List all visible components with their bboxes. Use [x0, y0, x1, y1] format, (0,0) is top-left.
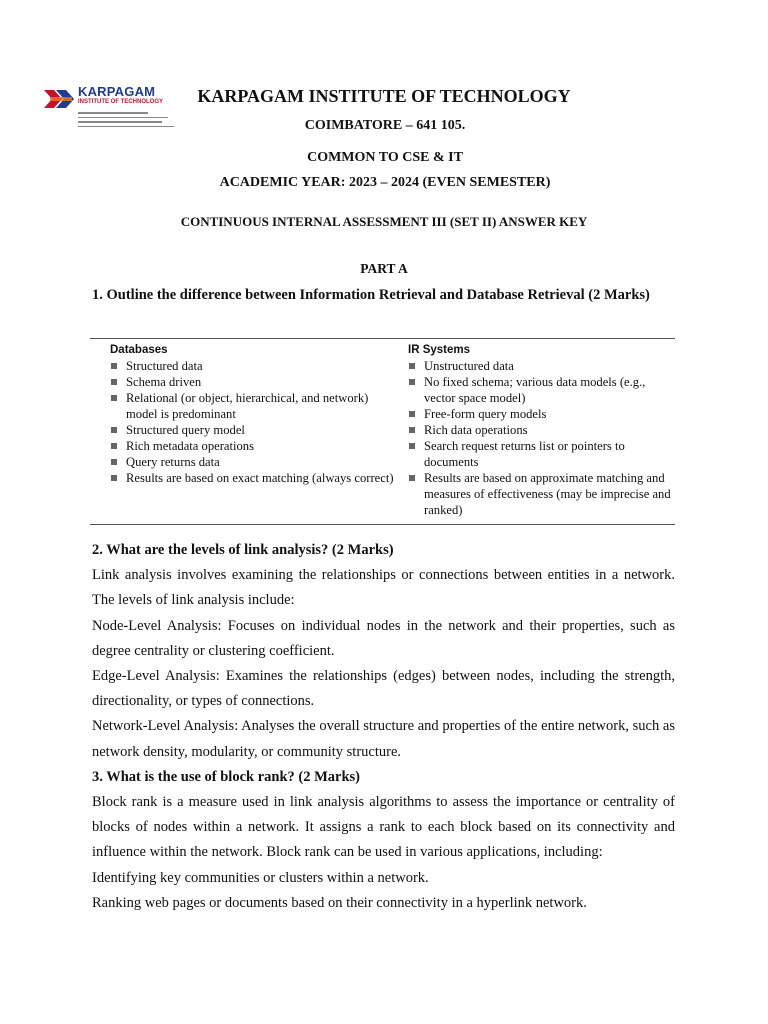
square-bullet-icon	[409, 443, 415, 449]
question-2: 2. What are the levels of link analysis? (2 Marks)	[92, 542, 394, 558]
table-item-text: Relational (or object, hierarchical, and network) model is predominant	[126, 391, 369, 421]
table-item-text: No fixed schema; various data models (e.g., vector space model)	[424, 375, 646, 405]
table-item-text: Unstructured data	[424, 359, 514, 373]
square-bullet-icon	[111, 427, 117, 433]
databases-list	[110, 358, 395, 486]
table-item-text: Results are based on exact matching (always correct)	[126, 471, 394, 485]
ir-systems-column	[408, 344, 673, 518]
table-list-item	[110, 390, 395, 422]
table-list-item	[110, 374, 395, 390]
table-item-text: Structured query model	[126, 423, 245, 437]
question-1: 1. Outline the difference between Information Retrieval and Database Retrieval (2 Marks)	[92, 287, 650, 303]
databases-column	[110, 344, 395, 486]
paragraph: Link analysis involves examining the relationships or connections between entities in a network. The levels of link analysis include:	[92, 567, 675, 609]
databases-heading: Databases	[110, 344, 168, 356]
paragraph: Network-Level Analysis: Analyses the overall structure and properties of the entire network, such as network density, modularity, or community structure.	[92, 718, 675, 760]
table-list-item	[110, 470, 395, 486]
logo-fine-print	[78, 109, 178, 133]
square-bullet-icon	[111, 395, 117, 401]
square-bullet-icon	[409, 379, 415, 385]
table-item-text: Search request returns list or pointers to documents	[424, 439, 625, 469]
ir-systems-list	[408, 358, 673, 518]
table-list-item	[110, 438, 395, 454]
ir-systems-heading: IR Systems	[408, 344, 471, 356]
table-list-item	[408, 406, 673, 422]
square-bullet-icon	[111, 379, 117, 385]
square-bullet-icon	[409, 363, 415, 369]
paragraph: Edge-Level Analysis: Examines the relationships (edges) between nodes, including the strength, directionality, or types of connections.	[92, 668, 675, 710]
square-bullet-icon	[111, 443, 117, 449]
table-list-item	[408, 438, 673, 470]
square-bullet-icon	[409, 475, 415, 481]
table-list-item	[110, 422, 395, 438]
table-item-text: Results are based on approximate matching and measures of effectiveness (may be imprecise and ranked)	[424, 471, 671, 517]
paragraph: Identifying key communities or clusters within a network.	[92, 869, 429, 886]
table-item-text: Rich metadata operations	[126, 439, 254, 453]
table-item-text: Rich data operations	[424, 423, 528, 437]
section-heading: PART A	[360, 261, 408, 276]
paragraph: Block rank is a measure used in link analysis algorithms to assess the importance or centrality of blocks of nodes within a network. It assigns a rank to each block based on its connectivity and influence within the network. Block rank can be used in various applications, including:	[92, 794, 675, 861]
institute-title: KARPAGAM INSTITUTE OF TECHNOLOGY	[197, 86, 571, 106]
question-3: 3. What is the use of block rank? (2 Marks)	[92, 768, 360, 785]
answer-body	[92, 538, 675, 916]
square-bullet-icon	[409, 427, 415, 433]
table-list-item	[408, 358, 673, 374]
logo-subtitle: INSTITUTE OF TECHNOLOGY	[78, 99, 163, 105]
institute-logo	[42, 84, 174, 134]
institute-city: COIMBATORE – 641 105.	[304, 118, 466, 133]
karpagam-logo-mark-icon	[42, 86, 76, 112]
comparison-table	[90, 338, 675, 525]
square-bullet-icon	[111, 475, 117, 481]
paragraph: Ranking web pages or documents based on their connectivity in a hyperlink network.	[92, 894, 587, 911]
exam-title: CONTINUOUS INTERNAL ASSESSMENT III (SET II) ANSWER KEY	[180, 214, 588, 229]
logo-name: KARPAGAM	[78, 84, 156, 99]
table-top-rule	[90, 338, 675, 339]
square-bullet-icon	[111, 459, 117, 465]
academic-year: ACADEMIC YEAR: 2023 – 2024 (EVEN SEMESTER)	[219, 175, 551, 190]
table-list-item	[408, 470, 673, 518]
table-item-text: Query returns data	[126, 455, 220, 469]
square-bullet-icon	[409, 411, 415, 417]
table-item-text: Schema driven	[126, 375, 202, 389]
square-bullet-icon	[111, 363, 117, 369]
table-list-item	[110, 358, 395, 374]
table-list-item	[408, 374, 673, 406]
table-item-text: Free-form query models	[424, 407, 547, 421]
table-list-item	[408, 422, 673, 438]
table-item-text: Structured data	[126, 359, 203, 373]
paragraph: Node-Level Analysis: Focuses on individual nodes in the network and their properties, such as degree centrality or clustering coefficient.	[92, 617, 675, 659]
table-bottom-rule	[90, 524, 675, 525]
department: COMMON TO CSE & IT	[307, 150, 463, 165]
table-list-item	[110, 454, 395, 470]
